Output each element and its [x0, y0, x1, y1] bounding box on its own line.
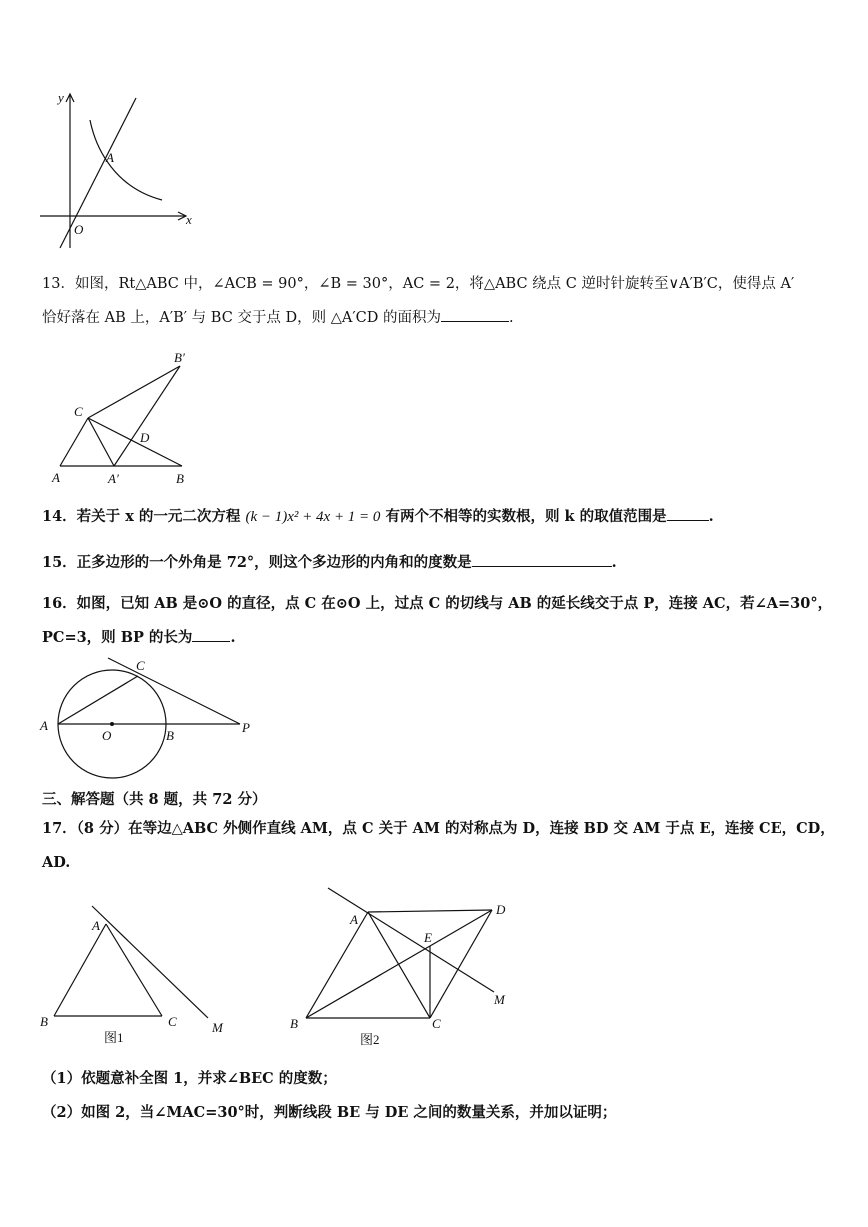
seg-a-prime-b-prime — [114, 366, 180, 466]
answer-blank[interactable] — [192, 627, 230, 642]
line-am — [92, 906, 208, 1018]
line-am — [328, 888, 494, 992]
hyperbola — [90, 120, 162, 200]
figure-q16 — [36, 654, 266, 782]
seg-ac — [106, 924, 162, 1016]
label-a-prime: A′ — [108, 471, 119, 486]
caption: 图2 — [360, 1032, 380, 1047]
tangent-line — [108, 658, 240, 724]
label-b: B — [166, 728, 174, 743]
q13-line1: 13．如图，Rt△ABC 中，∠ACB = 90°，∠B = 30°，AC = 2，将△ABC 绕点 C 逆时针旋转至∨A′B′C，使得点 A′ — [42, 276, 795, 292]
seg-cb-prime — [88, 366, 180, 418]
q14-formula: (k − 1)x² + 4x + 1 = 0 — [245, 509, 381, 525]
label-a: A — [106, 150, 114, 165]
seg-ab — [54, 924, 106, 1016]
q16-line2-end: . — [230, 629, 236, 646]
label-c: C — [74, 404, 83, 419]
figure-q13 — [44, 346, 204, 490]
section-header: 三、解答题（共 8 题，共 72 分） — [42, 791, 267, 808]
q16-line2-text: PC=3，则 BP 的长为 — [42, 629, 193, 646]
q15-end: . — [611, 554, 617, 571]
answer-blank[interactable] — [441, 307, 509, 322]
answer-blank[interactable] — [472, 552, 612, 567]
answer-blank[interactable] — [667, 506, 709, 521]
center-dot — [110, 722, 114, 726]
label-c: C — [168, 1014, 177, 1029]
label-o: O — [102, 728, 112, 743]
seg-ab — [306, 912, 368, 1018]
label-o: O — [74, 222, 84, 237]
q15 — [42, 552, 617, 573]
q13-line2-text: 恰好落在 AB 上，A′B′ 与 BC 交于点 D，则 △A′CD 的面积为 — [42, 310, 441, 326]
label-e: E — [424, 930, 432, 945]
seg-ad — [368, 910, 492, 912]
seg-cb — [88, 418, 182, 466]
q15-text: 15．正多边形的一个外角是 72°，则这个多边形的内角和的度数是 — [42, 554, 472, 571]
label-a: A — [52, 470, 60, 485]
label-c: C — [432, 1016, 441, 1031]
q14-end: . — [708, 508, 714, 525]
label-m: M — [212, 1020, 223, 1035]
line-y-kx — [60, 98, 136, 248]
q16-line2 — [42, 627, 236, 648]
label-b: B — [176, 471, 184, 486]
q17-line2: AD. — [42, 854, 71, 871]
q17-part1: （1）依题意补全图 1，并求∠BEC 的度数； — [42, 1070, 337, 1087]
label-b: B — [40, 1014, 48, 1029]
label-a: A — [40, 718, 48, 733]
label-y: y — [58, 90, 64, 105]
figure-q17-2 — [284, 882, 520, 1052]
label-c: C — [136, 658, 145, 673]
seg-bd — [306, 910, 492, 1018]
seg-ac — [58, 676, 138, 724]
label-b: B — [290, 1016, 298, 1031]
q16-line1: 16．如图，已知 AB 是⊙O 的直径，点 C 在⊙O 上，过点 C 的切线与 AB 的延长线交于点 P，连接 AC，若∠A=30°， — [42, 595, 833, 612]
label-d: D — [140, 430, 150, 445]
q17-line1: 17．（8 分）在等边△ABC 外侧作直线 AM，点 C 关于 AM 的对称点为 D，连接 BD 交 AM 于点 E，连接 CE，CD， — [42, 820, 835, 837]
figure-q12 — [36, 88, 196, 256]
label-a: A — [350, 912, 358, 927]
seg-ac — [368, 912, 430, 1018]
label-m: M — [494, 992, 505, 1007]
q14-text-a: 14．若关于 x 的一元二次方程 — [42, 508, 241, 525]
label-a: A — [92, 918, 100, 933]
q13-line2 — [42, 307, 514, 328]
label-p: P — [242, 720, 250, 735]
q14 — [42, 506, 714, 527]
label-b-prime: B′ — [174, 350, 185, 365]
q13-line2-end: . — [509, 310, 514, 326]
figure-q17-1 — [34, 900, 244, 1052]
q14-text-b: 有两个不相等的实数根，则 k 的取值范围是 — [385, 508, 667, 525]
label-x: x — [186, 212, 192, 227]
seg-ac — [60, 418, 88, 466]
seg-cd — [430, 910, 492, 1018]
label-d: D — [496, 902, 506, 917]
q17-part2: （2）如图 2，当∠MAC=30°时，判断线段 BE 与 DE 之间的数量关系，并加以证明； — [42, 1104, 617, 1121]
caption: 图1 — [104, 1030, 124, 1045]
